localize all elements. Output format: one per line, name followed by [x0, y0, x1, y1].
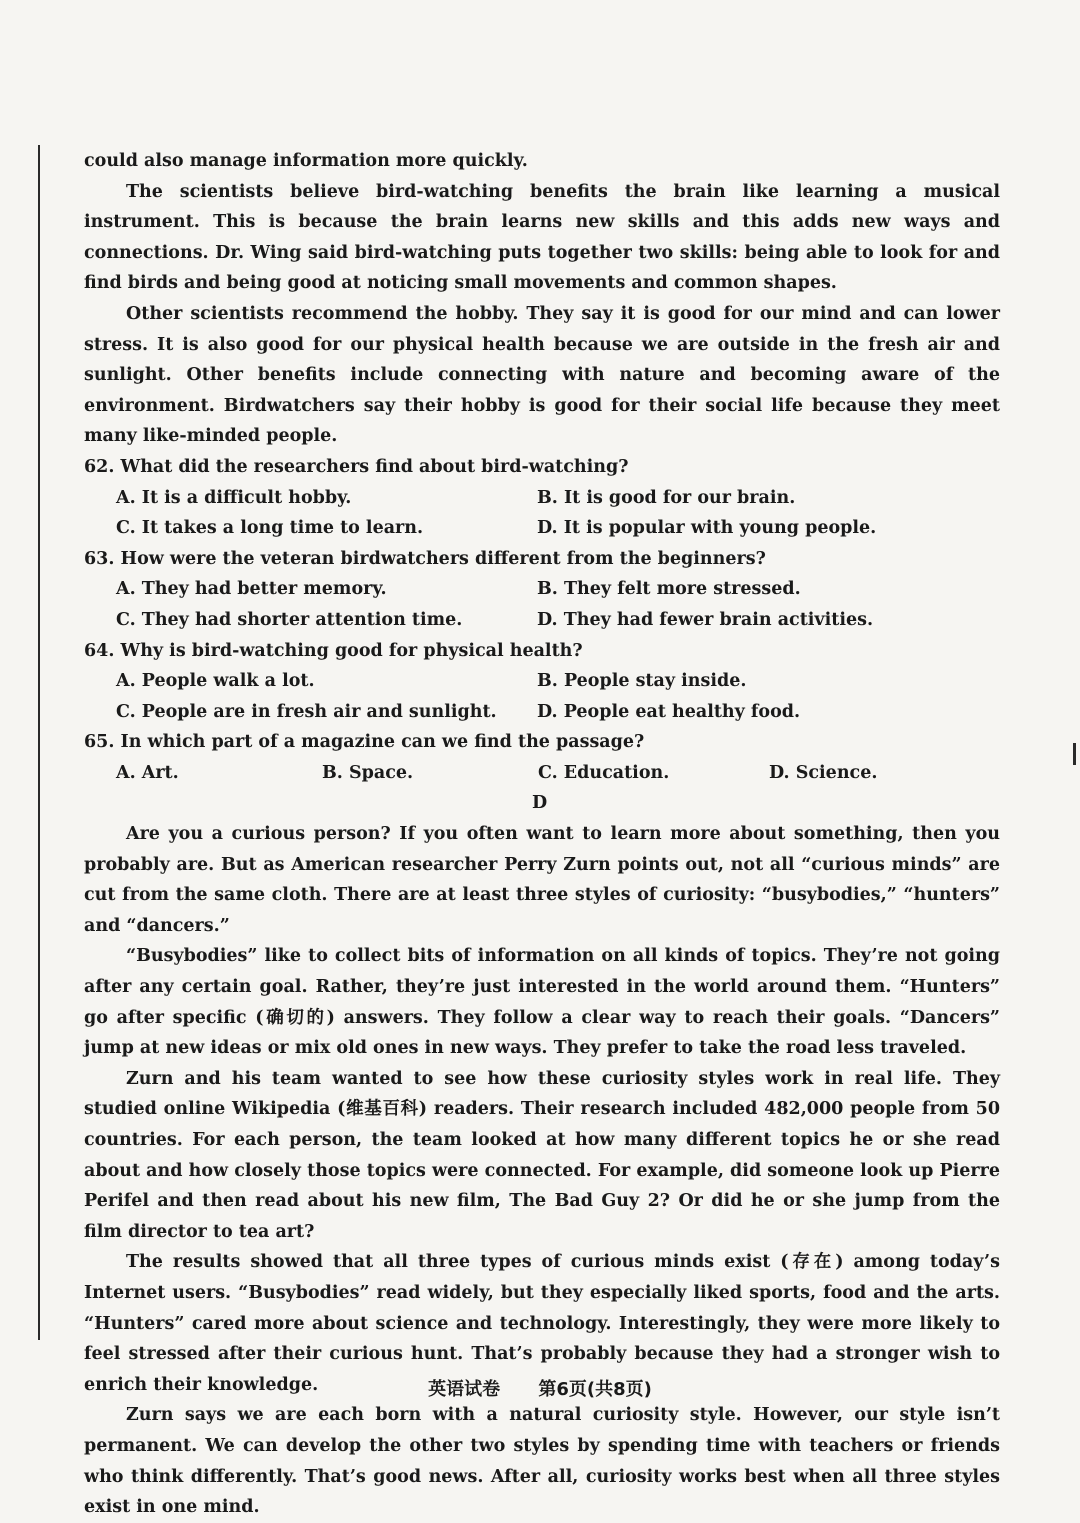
- footer-subject: 英语试卷: [428, 1379, 501, 1400]
- passage-c-last-line: could also manage information more quickly.: [84, 151, 528, 171]
- passage-d-paragraph: Are you a curious person? If you often want to learn more about something, then you probably are. But as American researcher Perry Zurn points out, not all “curious minds” are cut from the same cloth. There are at least three styles of curiosity: “busybodies,” “hunters” and “dancers.”: [84, 824, 1000, 936]
- margin-binding-line: [38, 145, 40, 1340]
- option-b: B. It is good for our brain.: [537, 487, 796, 508]
- option-b: B. Space.: [322, 762, 414, 783]
- option-d: D. Science.: [769, 762, 878, 783]
- question-stem: 63. How were the veteran birdwatchers different from the beginners?: [84, 548, 766, 569]
- handwritten-answer: D: [532, 793, 548, 814]
- question-62: [84, 452, 1000, 544]
- question-options: [84, 483, 1000, 544]
- question-options: [84, 574, 1000, 635]
- exam-page: [84, 146, 1000, 1523]
- option-a: A. People walk a lot.: [116, 671, 315, 692]
- option-a: A. They had better memory.: [116, 579, 387, 600]
- passage-c-paragraph: Other scientists recommend the hobby. They say it is good for our mind and can lower stress. It is also good for our physical health because we are outside in the fresh air and sunlight. Other benefits include connecting with nature and becoming aware of the environment. Birdwatchers say their hobby is good for their social life because they meet many like-minded people.: [84, 303, 1000, 447]
- option-b: B. They felt more stressed.: [537, 579, 801, 600]
- option-c: C. Education.: [538, 762, 670, 783]
- option-d: D. It is popular with young people.: [537, 518, 877, 539]
- question-63: [84, 544, 1000, 636]
- question-options: [84, 666, 1000, 727]
- option-c: C. They had shorter attention time.: [116, 609, 463, 630]
- question-options: [84, 758, 1000, 789]
- margin-tick-mark: [1073, 743, 1076, 765]
- passage-d-paragraph: Zurn and his team wanted to see how these curiosity styles work in real life. They studied online Wikipedia (维基百科) readers. Their research included 482,000 people from 50 countries. For each person, the team looked at how many different topics he or she read about and how closely those topics were connected. For example, did someone look up Pierre Perifel and then read about his new film, The Bad Guy 2? Or did he or she jump from the film director to tea art?: [84, 1068, 1000, 1242]
- passage-d-paragraph: The results showed that all three types of curious minds exist (存在) among today’s Internet users. “Busybodies” read widely, but they especially liked sports, food and the arts. “Hunters” cared more about science and technology. Interestingly, they were more likely to feel stressed after their curious hunt. That’s probably because they had a stronger wish to enrich their knowledge.: [84, 1252, 1000, 1395]
- passage-d-paragraph: Zurn says we are each born with a natural curiosity style. However, our style isn’t permanent. We can develop the other two styles by spending time with teachers or friends who think differently. That’s good news. After all, curiosity works best when all three styles exist in one mind.: [84, 1405, 1000, 1518]
- option-a: A. It is a difficult hobby.: [116, 487, 352, 508]
- option-c: C. It takes a long time to learn.: [116, 518, 424, 539]
- question-stem: 62. What did the researchers find about bird-watching?: [84, 456, 629, 477]
- question-64: [84, 636, 1000, 728]
- option-c: C. People are in fresh air and sunlight.: [116, 701, 497, 722]
- footer-page-number: 第6页(共8页): [538, 1379, 652, 1400]
- option-b: B. People stay inside.: [537, 671, 747, 692]
- option-a: A. Art.: [116, 762, 179, 783]
- passage-c-paragraph: The scientists believe bird-watching benefits the brain like learning a musical instrument. This is because the brain learns new skills and this adds new ways and connections. Dr. Wing said bird-watching puts together two skills: being able to look for and find birds and being good at noticing small movements and common shapes.: [84, 181, 1000, 294]
- passage-d-paragraph: “Busybodies” like to collect bits of information on all kinds of topics. They’re not going after any certain goal. Rather, they’re just interested in the world around them. “Hunters” go after specific (确切的) answers. They follow a clear way to reach their goals. “Dancers” jump at new ideas or mix old ones in new ways. They prefer to take the road less traveled.: [84, 946, 1000, 1059]
- option-d: D. They had fewer brain activities.: [537, 609, 874, 630]
- question-stem: 65. In which part of a magazine can we find the passage?: [84, 732, 645, 753]
- option-d: D. People eat healthy food.: [537, 701, 801, 722]
- question-stem: 64. Why is bird-watching good for physical health?: [84, 640, 583, 661]
- page-footer: [0, 1375, 1080, 1401]
- question-65: [84, 727, 1000, 819]
